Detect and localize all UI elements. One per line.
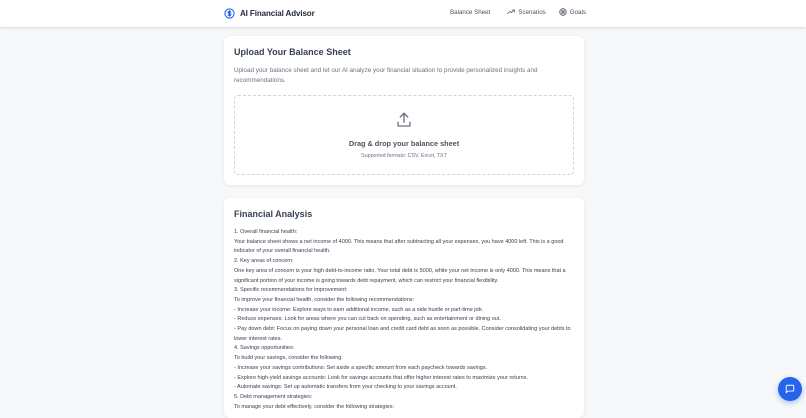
- analysis-line: - Automate savings: Set up automatic transfers from your checking to your savings account.: [234, 384, 457, 391]
- upload-title: Upload Your Balance Sheet: [234, 47, 351, 57]
- brand-title: AI Financial Advisor: [240, 9, 315, 18]
- trend-up-icon: [507, 8, 515, 16]
- analysis-line: - Increase your income: Explore ways to earn additional income, such as a side hustle or part-time job.: [234, 306, 484, 313]
- analysis-line: - Reduce expenses: Look for areas where you can cut back on spending, such as entertainment or dining out.: [234, 316, 501, 323]
- nav-links: [450, 8, 586, 16]
- nav-scenarios-label: Scenarios: [518, 8, 546, 16]
- chat-bubble-icon: [785, 384, 795, 394]
- analysis-line: 4. Savings opportunities:: [234, 345, 295, 352]
- analysis-line: - Explore high-yield savings accounts: Look for savings accounts that offer higher interest rates to maximize your returns.: [234, 374, 528, 381]
- top-navbar: [0, 0, 806, 27]
- analysis-line: Your balance sheet shows a net income of 4000. This means that after subtracting all your expenses, you have 4000 left. This is a good indicator of your overall financial health.: [234, 238, 564, 255]
- analysis-line: 2. Key areas of concern:: [234, 258, 294, 265]
- dropzone-supported-formats: Supported formats: CSV, Excel, TXT: [361, 153, 447, 159]
- analysis-line: - Increase your savings contributions: Set aside a specific amount from each paycheck towards savings.: [234, 364, 488, 371]
- analysis-line: One key area of concern is your high debt-to-income ratio. Your total debt is 5000, while your net income is only 4000. This means that a significant portion of your income is going towards debt repayment, which can restrict your financial flexibility.: [234, 267, 566, 284]
- chat-button[interactable]: [778, 377, 802, 401]
- nav-goals[interactable]: [559, 8, 586, 16]
- file-dropzone[interactable]: [234, 95, 574, 175]
- analysis-line: To build your savings, consider the following:: [234, 355, 343, 362]
- analysis-line: 1. Overall financial health:: [234, 229, 298, 235]
- dollar-circle-icon: [224, 8, 235, 19]
- analysis-line: 5. Debt management strategies:: [234, 393, 313, 400]
- financial-analysis-card: [224, 198, 584, 418]
- analysis-line: 3. Specific recommendations for improvement:: [234, 287, 348, 294]
- analysis-body: [234, 228, 576, 412]
- upload-icon: [395, 111, 413, 129]
- upload-card: [224, 36, 584, 185]
- nav-goals-label: Goals: [569, 8, 586, 16]
- analysis-line: - Pay down debt: Focus on paying down your personal loan and credit card debt as soon as possible. Consider consolidating your debts to lower interest rates.: [234, 326, 571, 342]
- analysis-line: To manage your debt effectively, consider the following strategies:: [234, 403, 394, 410]
- nav-balance-sheet[interactable]: [450, 9, 490, 16]
- target-icon: [559, 8, 567, 16]
- brand[interactable]: [224, 7, 315, 20]
- nav-scenarios[interactable]: [507, 8, 546, 16]
- analysis-title: Financial Analysis: [234, 209, 313, 219]
- analysis-line: To improve your financial health, consider the following recommendations:: [234, 296, 415, 303]
- dropzone-title: Drag & drop your balance sheet: [348, 139, 460, 148]
- upload-description: Upload your balance sheet and let our AI analyze your financial situation to provide personalized insights and recommendations.: [234, 67, 538, 84]
- nav-balance-sheet-label: Balance Sheet: [450, 8, 491, 16]
